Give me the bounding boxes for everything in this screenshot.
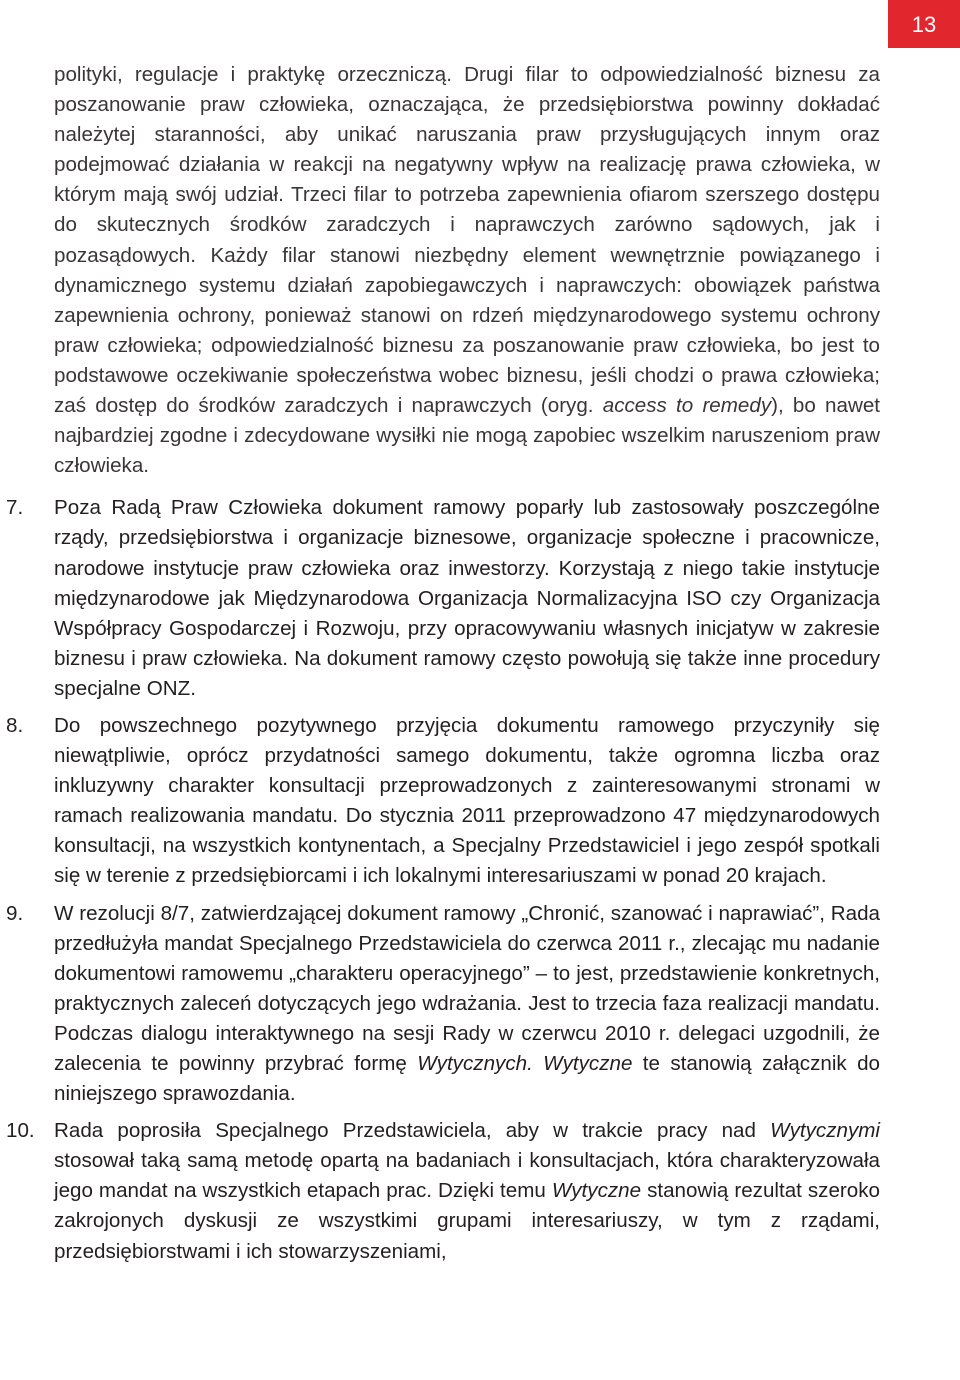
paragraph-text-part3: stanowią rezultat szeroko zakrojonych dyskusji ze wszystkimi grupami interesariuszy, w tym z rządami, przedsiębiorstwami i ich stowarzyszeniami, [54, 1179, 880, 1263]
paragraph-italic-term: Wytycznymi [770, 1119, 880, 1143]
paragraph-italic-term: Wytycznych. [417, 1052, 533, 1075]
page-number: 13 [911, 12, 937, 37]
intro-text-part2: ), bo nawet najbardziej zgodne i zdecydowane wysiłki nie mogą zapobiec wszelkim naruszeniom praw człowieka. [54, 394, 880, 478]
paragraph-text-part1: Rada poprosiła Specjalnego Przedstawiciela, aby w trakcie pracy nad [54, 1119, 771, 1143]
paragraph-italic-term: Wytyczne [543, 1052, 633, 1075]
page-number-badge [888, 0, 960, 48]
paragraph-text: Poza Radą Praw Człowieka dokument ramowy poparły lub zastosowały poszczególne rządy, przedsiębiorstwa i organizacje biznesowe, organizacje społeczne i pracownicze, narodowe instytucje praw człowieka oraz inwestorzy. Korzystają z niego takie instytucje międzynarodowe jak Międzynarodowa Organizacja Normalizacyjna ISO czy Organizacja Współpracy Gospodarczej i Rozwoju, przy opracowywaniu własnych inicjatyw w zakresie biznesu i praw człowieka. Na dokument ramowy często powołują się także inne procedury specjalne ONZ. [54, 496, 880, 700]
intro-paragraph [54, 60, 880, 481]
paragraph-text-part1: W rezolucji 8/7, zatwierdzającej dokument ramowy „Chronić, szanować i naprawiać”, Rada przedłużyła mandat Specjalnego Przedstawiciela do czerwca 2011 r., zlecając mu nadanie dokumentowi ramowemu „charakteru operacyjnego” – to jest, przedstawienie konkretnych, praktycznych zaleceń dotyczących jego wdrażania. Jest to trzecia faza realizacji mandatu. Podczas dialogu interaktywnego na sesji Rady w czerwcu 2010 r. delegaci uzgodnili, że zalecenia te powinny przybrać formę [54, 901, 880, 1075]
paragraph-number: 9. [6, 901, 24, 925]
numbered-paragraph-9 [6, 899, 880, 1110]
paragraph-number: 7. [6, 496, 24, 520]
numbered-paragraph-10 [6, 1116, 880, 1266]
numbered-paragraph-8 [6, 711, 880, 892]
intro-italic-term: access to remedy [602, 394, 772, 418]
intro-text-part1: polityki, regulacje i praktykę orzeczniczą. Drugi filar to odpowiedzialność biznesu za poszanowanie praw człowieka, oznaczająca, że przedsiębiorstwa powinny dokładać należytej staranności, aby unikać naruszania praw przysługujących innym oraz podejmować działania w reakcji na negatywny wpływ na realizację prawa człowieka, w którym mają swój udział. Trzeci filar to potrzeba zapewnienia ofiarom szerszego dostępu do skutecznych środków zaradczych i naprawczych zarówno sądowych, jak i pozasądowych. Każdy filar stanowi niezbędny element wewnętrznie powiązanego i dynamicznego systemu działań zapobiegawczych i naprawczych: obowiązek państwa zapewnienia ochrony, ponieważ stanowi on rdzeń międzynarodowego systemu ochrony praw człowieka; odpowiedzialność biznesu za poszanowanie praw człowieka, bo jest to podstawowe oczekiwanie społeczeństwa wobec biznesu, jeśli chodzi o prawa człowieka; zaś dostęp do środków zaradczych i naprawczych (oryg. [54, 63, 880, 418]
paragraph-text: Do powszechnego pozytywnego przyjęcia dokumentu ramowego przyczyniły się niewątpliwie, oprócz przydatności samego dokumentu, także ogromna liczba oraz inkluzywny charakter konsultacji przeprowadzonych z zainteresowanymi stronami w ramach realizowania mandatu. Do stycznia 2011 przeprowadzono 47 międzynarodowych konsultacji, na wszystkich kontynentach, a Specjalny Przedstawiciel i jego zespół spotkali się w terenie z przedsiębiorcami i ich lokalnymi interesariuszami w ponad 20 krajach. [54, 713, 880, 888]
numbered-paragraph-7 [6, 493, 880, 704]
paragraph-text-part2: stosował taką samą metodę opartą na badaniach i konsultacjach, która charakteryzowała jego mandat na wszystkich etapach prac. Dzięki temu [54, 1149, 880, 1203]
paragraph-text-part3: te stanowią załącznik do niniejszego sprawozdania. [54, 1052, 880, 1106]
document-body [6, 60, 880, 1267]
paragraph-number: 8. [6, 713, 24, 737]
paragraph-italic-term: Wytyczne [551, 1179, 642, 1203]
paragraph-number: 10. [6, 1119, 35, 1143]
paragraph-text-part2 [533, 1052, 543, 1075]
